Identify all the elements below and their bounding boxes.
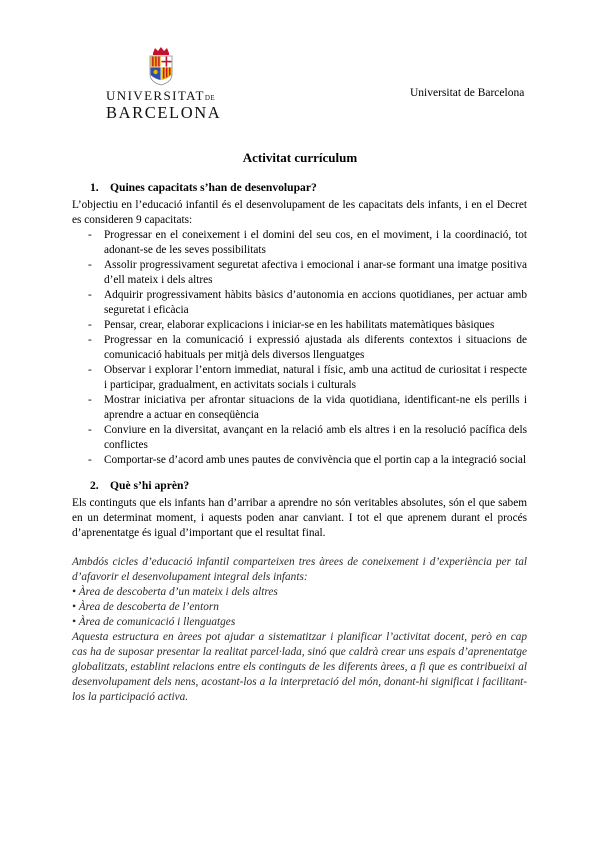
list-item: - Comportar-se d’acord amb unes pautes de convivència que el portin cap a la integració social bbox=[88, 454, 526, 466]
list-item: - Adquirir progressivament hàbits bàsics d’autonomia en accions quotidianes, per actuar amb seguretat i eficàcia bbox=[88, 289, 527, 316]
list-item-text: Conviure en la diversitat, avançant en la relació amb els altres i en la resolució pacífica dels conflictes bbox=[104, 424, 527, 451]
document-body bbox=[72, 180, 527, 705]
list-item-text: Adquirir progressivament hàbits bàsics d’autonomia en accions quotidianes, per actuar amb seguretat i eficàcia bbox=[104, 289, 527, 316]
wordmark-barcelona: BARCELONA bbox=[106, 103, 222, 122]
list-item-text: Comportar-se d’acord amb unes pautes de convivència que el portin cap a la integració social bbox=[104, 454, 526, 466]
list-item: - Observar i explorar l’entorn immediat, natural i físic, amb una actitud de curiositat i respecte i participar, gradualment, en activitats socials i culturals bbox=[88, 364, 527, 391]
list-item: - Mostrar iniciativa per afrontar situacions de la vida quotidiana, identificant-ne els perills i aprendre a actuar en conseqüència bbox=[88, 394, 527, 421]
section1-heading-text: Quines capacitats s’han de desenvolupar? bbox=[110, 181, 317, 194]
section1-heading bbox=[90, 180, 527, 195]
university-wordmark bbox=[106, 89, 226, 122]
wordmark-universitat: UNIVERSITAT bbox=[106, 88, 205, 103]
list-item-text: Mostrar iniciativa per afrontar situacions de la vida quotidiana, identificant-ne els perills i aprendre a actuar en conseqüència bbox=[104, 394, 527, 421]
list-item: - Progressar en el coneixement i el domini del seu cos, en el moviment, i la coordinació, tot adonant-se de les seves possibilitats bbox=[88, 229, 527, 256]
list-item-text: Observar i explorar l’entorn immediat, natural i físic, amb una actitud de curiositat i respecte i participar, gradualment, en activitats socials i culturals bbox=[104, 364, 527, 391]
areas-closing: Aquesta estructura en àrees pot ajudar a sistematitzar i planificar l’activitat docent, però en cap cas ha de suposar presentar la realitat parcel·lada, sinó que caldrà crear uns espais d’aprenentatge globalitzats, establint relacions entre els continguts de les diferents àrees, a fi que es contribueixi al desenvolupament dels nens, acostant-los a la interpretació del món, donant-hi significat i facilitant-los la participació activa. bbox=[72, 631, 527, 703]
header-institution-name: Universitat de Barcelona bbox=[410, 87, 525, 99]
wordmark-line1 bbox=[106, 89, 226, 102]
list-item: - Pensar, crear, elaborar explicacions i iniciar-se en les habilitats matemàtiques bàsiques bbox=[88, 319, 495, 331]
section2-number: 2. bbox=[90, 479, 99, 492]
list-item-text: Assolir progressivament seguretat afectiva i emocional i anar-se formant una imatge positiva d’ell mateix i dels altres bbox=[104, 259, 527, 286]
areas-block bbox=[72, 555, 527, 705]
areas-intro: Ambdós cicles d’educació infantil comparteixen tres àrees de coneixement i d’experiència per tal d’afavorir el desenvolupament integral dels infants: bbox=[72, 556, 527, 583]
list-item-text: Pensar, crear, elaborar explicacions i iniciar-se en les habilitats matemàtiques bàsiques bbox=[104, 319, 495, 331]
wordmark-de: DE bbox=[204, 94, 216, 102]
list-item: - Progressar en la comunicació i expressió ajustada als diferents contextos i situacions de comunicació habituals per mitjà dels diversos llenguatges bbox=[88, 334, 527, 361]
list-item: - Assolir progressivament seguretat afectiva i emocional i anar-se formant una imatge positiva d’ell mateix i dels altres bbox=[88, 259, 527, 286]
document-title: Activitat currículum bbox=[242, 150, 358, 165]
list-item-text: Progressar en el coneixement i el domini del seu cos, en el moviment, i la coordinació, tot adonant-se de les seves possibilitats bbox=[104, 229, 527, 256]
section1-intro: L’objectiu en l’educació infantil és el desenvolupament de les capacitats dels infants, i en el Decret es consideren 9 capacitats: bbox=[72, 199, 527, 226]
area-item: • Àrea de comunicació i llenguatges bbox=[72, 616, 236, 628]
section2-paragraph: Els continguts que els infants han d’arribar a aprendre no són veritables absolutes, són el que sabem en un determinat moment, i aquests poden anar canviant. I tot el que aprenem durant el procés d’aprenentatge és igual d’important que el resultat final. bbox=[72, 497, 527, 539]
university-shield-logo bbox=[147, 46, 175, 86]
area-item: • Àrea de descoberta de l’entorn bbox=[72, 601, 219, 613]
list-item: - Conviure en la diversitat, avançant en la relació amb els altres i en la resolució pacífica dels conflictes bbox=[88, 424, 527, 451]
list-item-text: Progressar en la comunicació i expressió ajustada als diferents contextos i situacions de comunicació habituals per mitjà dels diversos llenguatges bbox=[104, 334, 527, 361]
section2-heading-text: Què s’hi aprèn? bbox=[110, 479, 190, 492]
section2-heading bbox=[90, 478, 527, 493]
section1-number: 1. bbox=[90, 181, 99, 194]
area-item: • Àrea de descoberta d’un mateix i dels altres bbox=[72, 586, 278, 598]
capacities-list bbox=[72, 228, 527, 468]
